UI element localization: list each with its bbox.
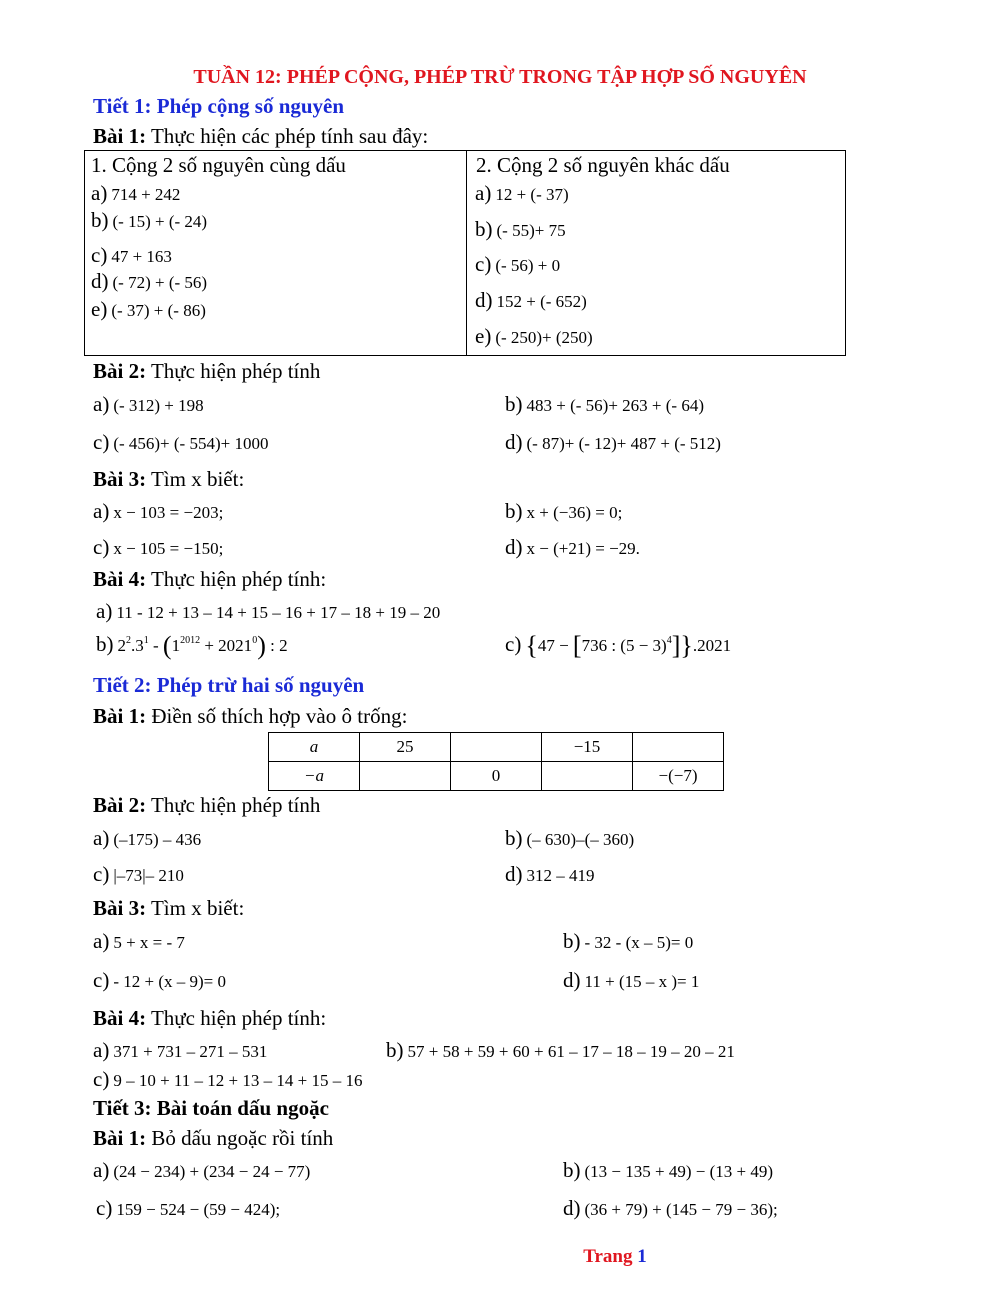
item-label: d) — [505, 862, 523, 886]
list-item — [505, 632, 731, 659]
table-cell — [451, 733, 542, 762]
item-label: a) — [91, 181, 108, 205]
item-expression: (- 56) + 0 — [495, 256, 561, 275]
item-expression: (24 − 234) + (234 − 24 − 77) — [113, 1162, 311, 1181]
table-cell: 0 — [451, 762, 542, 791]
item-expression: 312 – 419 — [526, 866, 595, 885]
item-label: b) — [505, 826, 523, 850]
footer-label: Trang — [583, 1246, 633, 1267]
list-item — [475, 217, 566, 242]
section-heading-tiet-3: Tiết 3: Bài toán dấu ngoặc — [93, 1096, 329, 1120]
item-expression: 152 + (- 652) — [496, 292, 587, 311]
item-label: c) — [505, 632, 522, 656]
item-label: d) — [505, 430, 523, 454]
table-row — [269, 733, 724, 762]
list-item — [386, 1038, 735, 1063]
exercise-1-prompt — [93, 704, 407, 729]
table-row — [269, 762, 724, 791]
item-expression: $2^2.3^1 - (1^{2012} + 2021^0)$ : 2 — [117, 631, 288, 660]
exercise-1-prompt — [93, 1126, 333, 1151]
item-expression: - 12 + (x – 9)= 0 — [113, 972, 226, 991]
list-item — [505, 826, 634, 851]
fill-in-table — [268, 732, 724, 791]
item-label: a) — [93, 826, 110, 850]
item-expression: x + (−36) = 0; — [526, 503, 623, 522]
section-heading-tiet-2: Tiết 2: Phép trừ hai số nguyên — [93, 673, 365, 697]
table-cell — [633, 733, 724, 762]
item-expression: (- 72) + (- 56) — [112, 273, 208, 292]
item-expression: (- 37) + (- 86) — [111, 301, 206, 320]
item-label: d) — [563, 968, 581, 992]
list-item — [96, 1196, 280, 1221]
item-expression: - 32 - (x – 5)= 0 — [584, 933, 694, 952]
list-item — [91, 208, 207, 233]
column-2-header: 2. Cộng 2 số nguyên khác dấu — [476, 153, 730, 177]
exercise-label: Bài 4: — [93, 1006, 147, 1030]
page-number: 1 — [637, 1246, 647, 1267]
list-item — [91, 297, 206, 322]
page-footer — [0, 1246, 1000, 1268]
table-cell: −15 — [542, 733, 633, 762]
item-expression: (- 312) + 198 — [113, 396, 204, 415]
list-item — [91, 269, 207, 294]
exercise-2-prompt — [93, 359, 320, 384]
list-item — [93, 1067, 362, 1092]
item-label: d) — [563, 1196, 581, 1220]
item-expression: 159 − 524 − (59 − 424); — [116, 1200, 281, 1219]
exercise-1-prompt — [93, 124, 428, 149]
exercise-text: Tìm x biết: — [150, 896, 245, 920]
item-expression: 714 + 242 — [111, 185, 181, 204]
item-expression: (- 15) + (- 24) — [112, 212, 208, 231]
item-expression: 11 + (15 – x )= 1 — [584, 972, 700, 991]
item-expression: {47 − [736 : $(5 - 3)^4]\}.2021$ — [525, 631, 732, 660]
exercise-1-table — [84, 150, 846, 356]
list-item — [93, 430, 268, 455]
item-label: b) — [386, 1038, 404, 1062]
list-item — [93, 826, 201, 851]
list-item — [505, 430, 721, 455]
item-label: c) — [93, 862, 110, 886]
item-expression: (- 250)+ (250) — [495, 328, 593, 347]
table-cell: 25 — [360, 733, 451, 762]
list-item — [505, 392, 704, 417]
item-label: c) — [93, 430, 110, 454]
item-expression: (- 87)+ (- 12)+ 487 + (- 512) — [526, 434, 721, 453]
item-label: a) — [96, 599, 113, 623]
list-item — [475, 181, 569, 206]
item-label: b) — [505, 392, 523, 416]
section-heading-tiet-1: Tiết 1: Phép cộng số nguyên — [93, 94, 345, 118]
exercise-text: Điền số thích hợp vào ô trống: — [151, 704, 408, 728]
item-label: b) — [475, 217, 493, 241]
list-item — [93, 929, 185, 954]
list-item — [475, 324, 593, 349]
item-label: b) — [91, 208, 109, 232]
item-label: a) — [93, 929, 110, 953]
item-expression: (– 630)–(– 360) — [526, 830, 635, 849]
exercise-3-prompt — [93, 896, 244, 921]
list-item — [505, 862, 595, 887]
item-expression: 11 - 12 + 13 – 14 + 15 – 16 + 17 – 18 + 19 – 20 — [116, 603, 441, 622]
item-label: b) — [563, 1158, 581, 1182]
exercise-text: Tìm x biết: — [150, 467, 245, 491]
exercise-4-prompt — [93, 567, 326, 592]
exercise-text: Thực hiện phép tính: — [150, 1006, 327, 1030]
table-cell — [542, 762, 633, 791]
list-item — [96, 632, 288, 659]
item-label: a) — [93, 499, 110, 523]
item-label: a) — [93, 1158, 110, 1182]
exercise-text: Thực hiện các phép tính sau đây: — [150, 124, 429, 148]
item-label: c) — [96, 1196, 113, 1220]
list-item — [93, 392, 204, 417]
list-item — [505, 499, 622, 524]
list-item — [93, 1158, 310, 1183]
item-label: a) — [475, 181, 492, 205]
exercise-label: Bài 2: — [93, 793, 147, 817]
item-label: e) — [475, 324, 492, 348]
list-item — [96, 599, 440, 624]
item-label: d) — [475, 288, 493, 312]
list-item — [93, 535, 223, 560]
list-item — [563, 1158, 773, 1183]
item-expression: x − (+21) = −29. — [526, 539, 640, 558]
item-expression: (- 456)+ (- 554)+ 1000 — [113, 434, 269, 453]
item-label: b) — [505, 499, 523, 523]
item-expression: 47 + 163 — [111, 247, 172, 266]
exercise-label: Bài 3: — [93, 467, 147, 491]
exercise-label: Bài 3: — [93, 896, 147, 920]
table-cell: −(−7) — [633, 762, 724, 791]
item-expression: (36 + 79) + (145 − 79 − 36); — [584, 1200, 778, 1219]
item-label: c) — [91, 243, 108, 267]
item-label: d) — [505, 535, 523, 559]
item-label: d) — [91, 269, 109, 293]
list-item — [475, 288, 587, 313]
item-expression: x − 105 = −150; — [113, 539, 224, 558]
item-expression: 483 + (- 56)+ 263 + (- 64) — [526, 396, 704, 415]
list-item — [563, 929, 693, 954]
exercise-label: Bài 1: — [93, 124, 147, 148]
exercise-3-prompt — [93, 467, 244, 492]
item-label: a) — [93, 1038, 110, 1062]
column-divider — [466, 151, 467, 355]
item-expression: (13 − 135 + 49) − (13 + 49) — [584, 1162, 773, 1181]
item-expression: (–175) – 436 — [113, 830, 202, 849]
exercise-text: Thực hiện phép tính — [150, 359, 321, 383]
list-item — [93, 862, 184, 887]
item-label: a) — [93, 392, 110, 416]
exercise-text: Bỏ dấu ngoặc rồi tính — [151, 1126, 334, 1150]
list-item — [563, 968, 699, 993]
item-expression: |–73|– 210 — [113, 866, 184, 885]
table-cell: a — [269, 733, 360, 762]
item-expression: 371 + 731 – 271 – 531 — [113, 1042, 268, 1061]
list-item — [93, 1038, 267, 1063]
exercise-text: Thực hiện phép tính — [150, 793, 321, 817]
list-item — [563, 1196, 778, 1221]
item-expression: 9 – 10 + 11 – 12 + 13 – 14 + 15 – 16 — [113, 1071, 363, 1090]
item-expression: x − 103 = −203; — [113, 503, 224, 522]
item-label: c) — [93, 968, 110, 992]
list-item — [91, 181, 180, 206]
item-expression: 5 + x = - 7 — [113, 933, 185, 952]
item-expression: 12 + (- 37) — [495, 185, 569, 204]
item-label: b) — [563, 929, 581, 953]
table-cell: −a — [269, 762, 360, 791]
list-item — [475, 252, 560, 277]
list-item — [93, 499, 223, 524]
item-label: e) — [91, 297, 108, 321]
page-title: TUẦN 12: PHÉP CỘNG, PHÉP TRỪ TRONG TẬP HỢP SỐ NGUYÊN — [193, 66, 807, 88]
item-label: c) — [93, 1067, 110, 1091]
exercise-label: Bài 1: — [93, 704, 147, 728]
exercise-2-prompt — [93, 793, 320, 818]
table-cell — [360, 762, 451, 791]
item-label: c) — [93, 535, 110, 559]
exercise-4-prompt — [93, 1006, 326, 1031]
exercise-label: Bài 4: — [93, 567, 147, 591]
item-expression: (- 55)+ 75 — [496, 221, 566, 240]
item-expression: 57 + 58 + 59 + 60 + 61 – 17 – 18 – 19 – 20 – 21 — [407, 1042, 735, 1061]
exercise-label: Bài 1: — [93, 1126, 147, 1150]
item-label: b) — [96, 632, 114, 656]
list-item — [505, 535, 640, 560]
item-label: c) — [475, 252, 492, 276]
column-1-header: 1. Cộng 2 số nguyên cùng dấu — [91, 153, 346, 177]
list-item — [91, 243, 172, 268]
list-item — [93, 968, 226, 993]
exercise-text: Thực hiện phép tính: — [150, 567, 327, 591]
exercise-label: Bài 2: — [93, 359, 147, 383]
